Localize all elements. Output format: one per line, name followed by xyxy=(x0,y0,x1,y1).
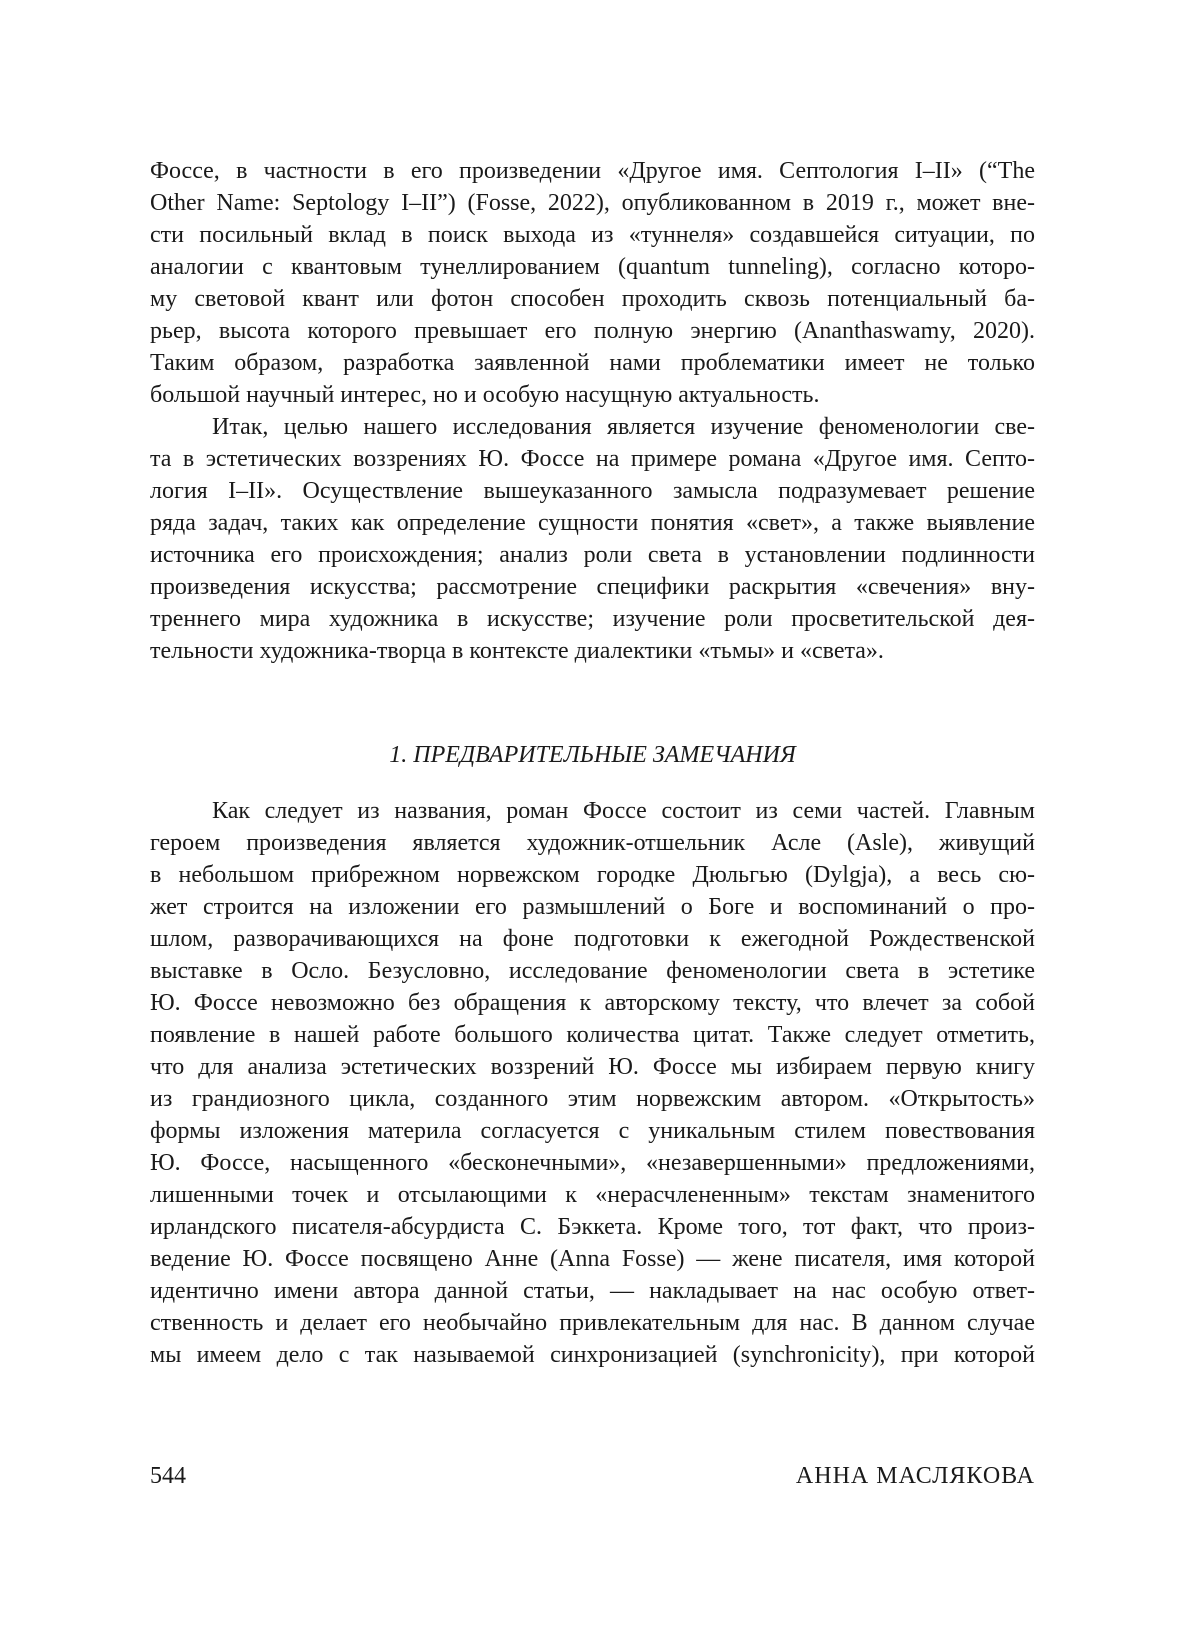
text-line: шлом, разворачивающихся на фоне подготовки к ежегодной Рождественской xyxy=(150,923,1035,955)
text-line: лишенными точек и отсылающими к «нерасчлененным» текстам знаменитого xyxy=(150,1179,1035,1211)
text-line: большой научный интерес, но и особую насущную актуальность. xyxy=(150,379,1035,411)
running-head-author: АННА МАСЛЯКОВА xyxy=(796,1460,1035,1492)
text-line: ирландского писателя-абсурдиста С. Бэккета. Кроме того, тот факт, что произ- xyxy=(150,1211,1035,1243)
text-line: сти посильный вклад в поиск выхода из «туннеля» создавшейся ситуации, по xyxy=(150,219,1035,251)
text-line: ряда задач, таких как определение сущности понятия «свет», а также выявление xyxy=(150,507,1035,539)
text-line: Ю. Фоссе невозможно без обращения к авторскому тексту, что влечет за собой xyxy=(150,987,1035,1019)
text-line: героем произведения является художник-отшельник Асле (Asle), живущий xyxy=(150,827,1035,859)
text-line: идентично имени автора данной статьи, — накладывает на нас особую ответ- xyxy=(150,1275,1035,1307)
text-line: ведение Ю. Фоссе посвящено Анне (Anna Fosse) — жене писателя, имя которой xyxy=(150,1243,1035,1275)
text-line: Как следует из названия, роман Фоссе состоит из семи частей. Главным xyxy=(150,795,1035,827)
text-line: мы имеем дело с так называемой синхронизацией (synchronicity), при которой xyxy=(150,1339,1035,1371)
text-line: выставке в Осло. Безусловно, исследование феноменологии света в эстетике xyxy=(150,955,1035,987)
text-line: рьер, высота которого превышает его полную энергию (Ananthaswamy, 2020). xyxy=(150,315,1035,347)
text-line: ственность и делает его необычайно привлекательным для нас. В данном случае xyxy=(150,1307,1035,1339)
text-line: Итак, целью нашего исследования является изучение феноменологии све- xyxy=(150,411,1035,443)
page-number: 544 xyxy=(150,1460,186,1492)
text-line: треннего мира художника в искусстве; изучение роли просветительской дея- xyxy=(150,603,1035,635)
section-heading: 1. ПРЕДВАРИТЕЛЬНЫЕ ЗАМЕЧАНИЯ xyxy=(150,739,1035,771)
text-line: та в эстетических воззрениях Ю. Фоссе на примере романа «Другое имя. Септо- xyxy=(150,443,1035,475)
text-line: тельности художника-творца в контексте диалектики «тьмы» и «света». xyxy=(150,635,1035,667)
document-page xyxy=(0,0,1200,1650)
text-line: Ю. Фоссе, насыщенного «бесконечными», «незавершенными» предложениями, xyxy=(150,1147,1035,1179)
text-line: аналогии с квантовым тунеллированием (quantum tunneling), согласно которо- xyxy=(150,251,1035,283)
text-line: формы изложения материла согласуется с уникальным стилем повествования xyxy=(150,1115,1035,1147)
text-line: му световой квант или фотон способен проходить сквозь потенциальный ба- xyxy=(150,283,1035,315)
text-line: жет строится на изложении его размышлений о Боге и воспоминаний о про- xyxy=(150,891,1035,923)
paragraph-1 xyxy=(150,155,1035,411)
text-line: из грандиозного цикла, созданного этим норвежским автором. «Открытость» xyxy=(150,1083,1035,1115)
text-line: Таким образом, разработка заявленной нами проблематики имеет не только xyxy=(150,347,1035,379)
paragraph-2 xyxy=(150,411,1035,667)
text-line: логия I–II». Осуществление вышеуказанного замысла подразумевает решение xyxy=(150,475,1035,507)
text-line: в небольшом прибрежном норвежском городке Дюльгью (Dylgja), а весь сю- xyxy=(150,859,1035,891)
text-line: произведения искусства; рассмотрение специфики раскрытия «свечения» вну- xyxy=(150,571,1035,603)
text-line: появление в нашей работе большого количества цитат. Также следует отметить, xyxy=(150,1019,1035,1051)
paragraph-3 xyxy=(150,795,1035,1371)
text-line: источника его происхождения; анализ роли света в установлении подлинности xyxy=(150,539,1035,571)
text-line: Фоссе, в частности в его произведении «Другое имя. Септология I–II» (“The xyxy=(150,155,1035,187)
text-line: что для анализа эстетических воззрений Ю. Фоссе мы избираем первую книгу xyxy=(150,1051,1035,1083)
text-line: Other Name: Septology I–II”) (Fosse, 2022), опубликованном в 2019 г., может вне- xyxy=(150,187,1035,219)
